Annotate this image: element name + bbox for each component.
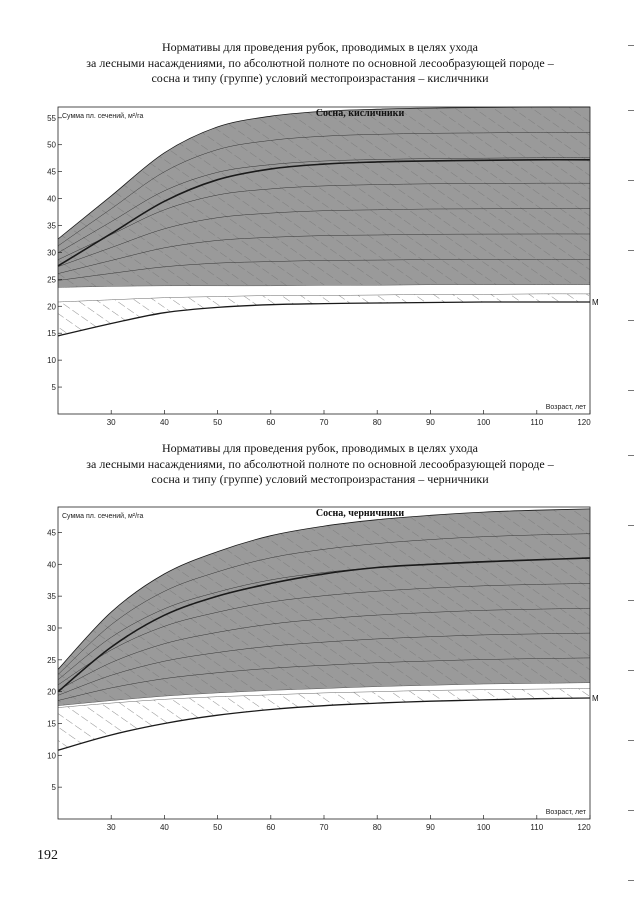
y-tick-label: 30 (47, 248, 56, 258)
x-tick-label: 40 (159, 823, 169, 832)
x-tick-label: 90 (425, 418, 435, 427)
heading-line: сосна и типу (группе) условий местопроизрастания – черничники (151, 472, 489, 486)
x-axis-label: Возраст, лет (545, 809, 586, 816)
x-tick-label: 60 (266, 418, 276, 427)
heading-line: за лесными насаждениями, по абсолютной полноте по основной лесообразующей породе – (86, 55, 554, 70)
x-tick-label: 30 (106, 418, 116, 427)
y-tick-label: 20 (47, 302, 56, 312)
margin-ticks (624, 0, 634, 905)
y-tick-label: 20 (47, 687, 56, 697)
x-tick-label: 110 (530, 418, 544, 427)
y-tick-label: 10 (47, 751, 56, 761)
y-tick-label: 15 (47, 329, 56, 339)
y-tick-label: 50 (47, 140, 56, 150)
y-tick-label: 15 (47, 719, 56, 729)
y-tick-label: 35 (47, 221, 56, 231)
x-axis-label: Возраст, лет (545, 404, 586, 411)
chart-chernichniki (36, 497, 604, 833)
lower-hatch (58, 294, 590, 336)
x-tick-label: 50 (213, 418, 223, 427)
y-axis-label: Сумма пл. сечений, м²/га (62, 513, 144, 520)
x-tick-label: 60 (266, 823, 276, 832)
y-tick-label: 35 (47, 592, 56, 602)
page-number: 192 (37, 848, 58, 863)
heading-kislichniki (0, 40, 640, 87)
x-tick-label: 90 (425, 823, 435, 832)
y-tick-label: 55 (47, 113, 56, 123)
x-tick-label: 100 (476, 418, 491, 427)
y-tick-label: 25 (47, 275, 56, 285)
y-tick-label: 25 (47, 655, 56, 665)
x-tick-label: 100 (476, 823, 491, 832)
heading-line: Нормативы для проведения рубок, проводимых в целях ухода (161, 441, 478, 455)
chart-kislichniki-svg (36, 97, 604, 428)
x-tick-label: 50 (213, 823, 223, 832)
y-tick-label: 30 (47, 623, 56, 633)
series-m-label: М (592, 694, 599, 704)
x-tick-label: 120 (577, 418, 591, 427)
chart-chernichniki-svg (36, 497, 604, 833)
heading-line: сосна и типу (группе) условий местопроизрастания – кисличники (151, 71, 489, 85)
y-tick-label: 5 (51, 383, 56, 393)
y-tick-label: 45 (47, 167, 56, 177)
x-tick-label: 30 (106, 823, 116, 832)
band-hatch (58, 509, 590, 706)
heading-line: Нормативы для проведения рубок, проводимых в целях ухода (161, 40, 478, 54)
x-tick-label: 70 (319, 418, 329, 427)
x-tick-label: 80 (372, 418, 382, 427)
heading-line: за лесными насаждениями, по абсолютной полноте по основной лесообразующей породе – (86, 456, 554, 471)
y-tick-label: 45 (47, 528, 56, 538)
x-tick-label: 120 (577, 823, 591, 832)
series-m-label: М (592, 297, 599, 307)
chart-kislichniki (36, 97, 604, 428)
heading-chernichniki (0, 441, 640, 488)
chart-title: Сосна, черничники (315, 508, 405, 519)
x-tick-label: 110 (530, 823, 544, 832)
x-tick-label: 80 (372, 823, 382, 832)
x-tick-label: 40 (159, 418, 169, 427)
chart-title: Сосна, кисличники (315, 108, 405, 119)
x-tick-label: 70 (319, 823, 329, 832)
y-tick-label: 10 (47, 356, 56, 366)
y-axis-label: Сумма пл. сечений, м²/га (62, 113, 144, 120)
y-tick-label: 5 (51, 783, 56, 793)
y-tick-label: 40 (47, 560, 56, 570)
y-tick-label: 40 (47, 194, 56, 204)
